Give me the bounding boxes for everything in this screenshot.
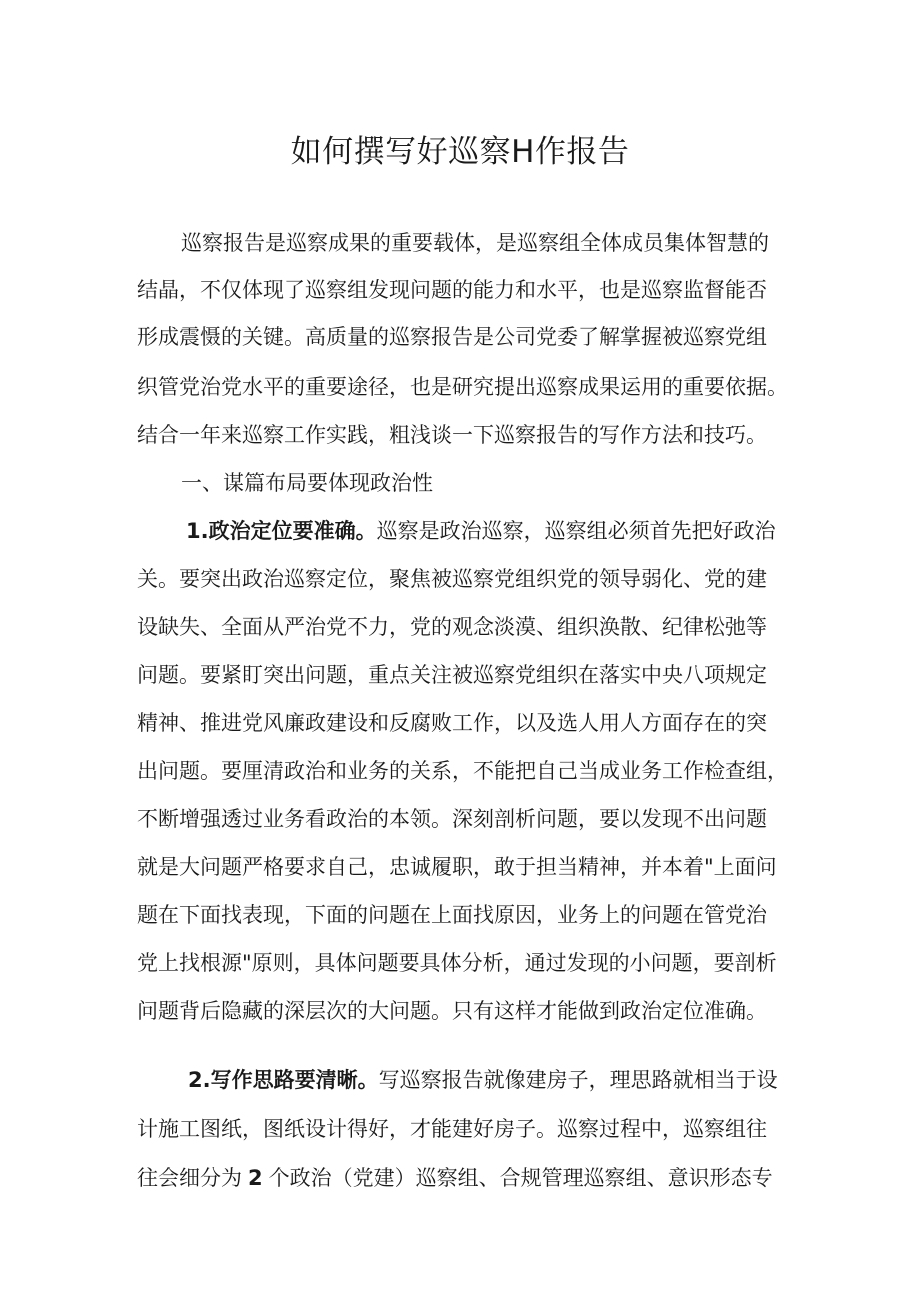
intro-line-4: 织管党治党水平的重要途径，也是研究提出巡察成果运用的重要依据。: [137, 375, 788, 399]
point2-line: 计施工图纸，图纸设计得好，才能建好房子。巡察过程中，巡察组往: [137, 1117, 767, 1141]
point1-first-line-rest: 巡察是政治巡察，巡察组必须首先把好政治: [376, 519, 776, 543]
intro-line-3: 形成震慑的关键。高质量的巡察报告是公司党委了解掌握被巡察党组: [137, 325, 767, 349]
point1-line: 精神、推进党风廉政建设和反腐败工作，以及选人用人方面存在的突: [137, 711, 767, 735]
intro-line-2: 结晶，不仅体现了巡察组发现问题的能力和水平，也是巡察监督能否: [137, 278, 767, 302]
point1-line: 题在下面找表现，下面的问题在上面找原因，业务上的问题在管党治: [137, 903, 767, 927]
point2-lead: 2.写作思路要清晰。: [188, 1068, 379, 1092]
intro-line-5: 结合一年来巡察工作实践，粗浅谈一下巡察报告的写作方法和技巧。: [137, 423, 767, 447]
section-heading-1: 一、谋篇布局要体现政治性: [181, 471, 433, 495]
point1-lead: 1.政治定位要准确。: [186, 519, 377, 543]
point2-group-count: 2: [248, 1166, 263, 1190]
point1-line: 设缺失、全面从严治党不力，党的观念淡漠、组织涣散、纪律松弛等: [137, 615, 767, 639]
point1-line: 出问题。要厘清政治和业务的关系，不能把自己当成业务工作检查组，: [137, 759, 788, 783]
point2-first-line: [188, 1065, 778, 1095]
point1-line: 不断增强透过业务看政治的本领。深刻剖析问题，要以发现不出问题: [137, 807, 767, 831]
point2-last-line: [137, 1163, 773, 1193]
point2-last-line-a: 往会细分为: [137, 1166, 242, 1190]
point1-line: 关。要突出政治巡察定位，聚焦被巡察党组织党的领导弱化、党的建: [137, 567, 767, 591]
point2-last-line-b: 个政治（党建）巡察组、合规管理巡察组、意识形态专: [268, 1166, 773, 1190]
point1-line: 问题背后隐藏的深层次的大问题。只有这样才能做到政治定位准确。: [137, 999, 767, 1023]
intro-line-1: 巡察报告是巡察成果的重要载体，是巡察组全体成员集体智慧的: [181, 231, 769, 255]
point2-first-line-rest: 写巡察报告就像建房子，理思路就相当于设: [378, 1068, 778, 1092]
point1-line: 党上找根源"原则，具体问题要具体分析，通过发现的小问题，要剖析: [137, 951, 777, 975]
document-title: 如何撰写好巡察H作报告: [290, 134, 630, 170]
point1-line: 问题。要紧盯突出问题，重点关注被巡察党组织在落实中央八项规定: [137, 663, 767, 687]
point1-first-line: [186, 516, 776, 546]
point1-line: 就是大问题严格要求自己，忠诚履职，敢于担当精神，并本着"上面问: [137, 855, 777, 879]
